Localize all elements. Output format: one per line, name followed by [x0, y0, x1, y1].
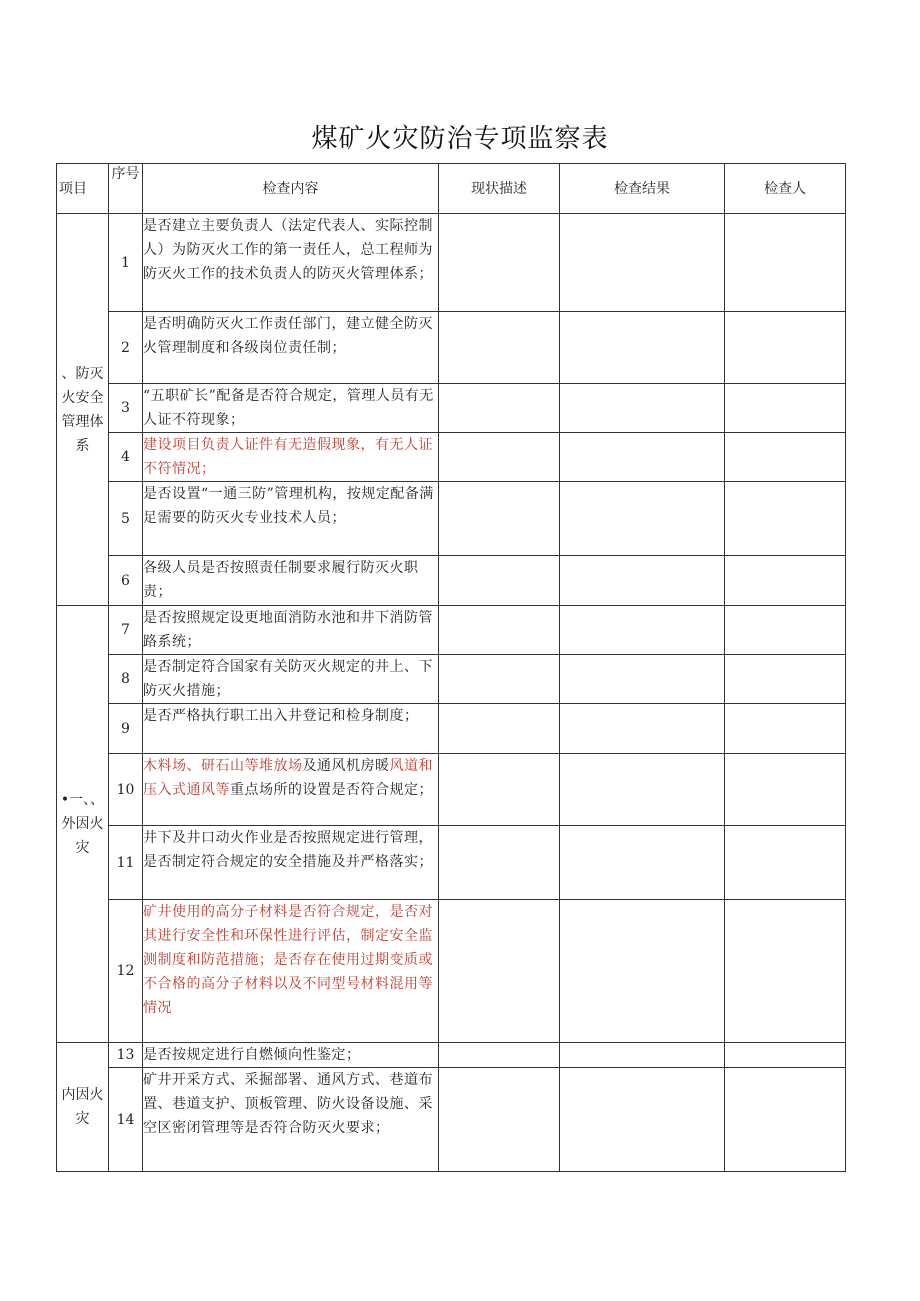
status-cell[interactable]	[439, 556, 560, 606]
check-content-text: 矿井使用的高分子材料是否符合规定，是否对其进行安全性和环保性进行评估，制定安全监测制度和防范措施；是否存在使用过期变质或不合格的高分子材料以及不同型号材料混用等情况	[143, 904, 433, 1016]
check-content	[143, 1068, 439, 1172]
result-cell[interactable]	[560, 1068, 725, 1172]
result-cell[interactable]	[560, 754, 725, 826]
page-title: 煤矿火灾防治专项监察表	[311, 124, 609, 154]
result-cell[interactable]	[560, 704, 725, 754]
row-number: 2	[109, 312, 143, 384]
status-cell[interactable]	[439, 1043, 560, 1068]
check-content-text: 是否明确防灭火工作责任部门，建立健全防灭火管理制度和各级岗位责任制；	[143, 316, 433, 356]
check-content	[143, 1043, 439, 1068]
inspector-cell[interactable]	[725, 900, 846, 1043]
check-content-text: 重点场所的设置是否符合规定；	[230, 782, 433, 798]
check-content	[143, 556, 439, 606]
check-content-text: 及通风机房暖	[302, 758, 390, 774]
check-content	[143, 214, 439, 312]
check-content	[143, 754, 439, 826]
check-content-text: 井下及井口动火作业是否按照规定进行管理，是否制定符合规定的安全措施及并严格落实；	[143, 830, 433, 870]
inspection-table	[56, 163, 846, 1172]
category-cell: •一、、外因火灾	[57, 606, 109, 1043]
check-content-text: 是否按照规定设更地面消防水池和井下消防管路系统；	[143, 610, 433, 650]
inspector-cell[interactable]	[725, 1068, 846, 1172]
status-cell[interactable]	[439, 1068, 560, 1172]
header-inspector: 检查人	[725, 164, 846, 214]
row-number: 8	[109, 655, 143, 704]
check-content-text: 是否设置“一通三防”管理机构，按规定配备满足需要的防灭火专业技术人员；	[143, 486, 434, 526]
check-content	[143, 606, 439, 655]
table-row	[57, 312, 846, 384]
status-cell[interactable]	[439, 655, 560, 704]
check-content	[143, 433, 439, 482]
row-number: 6	[109, 556, 143, 606]
table-row	[57, 1043, 846, 1068]
row-number: 11	[109, 826, 143, 900]
table-row	[57, 1068, 846, 1172]
header-number: 序号	[109, 164, 143, 214]
result-cell[interactable]	[560, 900, 725, 1043]
result-cell[interactable]	[560, 655, 725, 704]
inspector-cell[interactable]	[725, 606, 846, 655]
check-content	[143, 655, 439, 704]
inspector-cell[interactable]	[725, 214, 846, 312]
table-row	[57, 606, 846, 655]
check-content	[143, 482, 439, 556]
status-cell[interactable]	[439, 606, 560, 655]
table-row	[57, 900, 846, 1043]
header-category: 项目	[57, 164, 109, 214]
status-cell[interactable]	[439, 826, 560, 900]
result-cell[interactable]	[560, 556, 725, 606]
category-cell: 内因火灾	[57, 1043, 109, 1172]
inspector-cell[interactable]	[725, 482, 846, 556]
table-row	[57, 482, 846, 556]
header-result: 检查结果	[560, 164, 725, 214]
table-row	[57, 754, 846, 826]
inspector-cell[interactable]	[725, 384, 846, 433]
row-number: 9	[109, 704, 143, 754]
header-content: 检查内容	[143, 164, 439, 214]
header-status: 现状描述	[439, 164, 560, 214]
check-content-text: 各级人员是否按照责任制要求履行防灭火职责；	[143, 560, 419, 600]
check-content-text: 矿井开采方式、采掘部署、通风方式、巷道布置、巷道支护、顶板管理、防火设备设施、采空区密闭管理等是否符合防灭火要求；	[143, 1072, 433, 1136]
row-number: 12	[109, 900, 143, 1043]
table-row	[57, 433, 846, 482]
result-cell[interactable]	[560, 214, 725, 312]
inspector-cell[interactable]	[725, 556, 846, 606]
row-number: 13	[109, 1043, 143, 1068]
result-cell[interactable]	[560, 606, 725, 655]
check-content-text: 是否制定符合国家有关防灭火规定的井上、下防灭火措施；	[143, 659, 433, 699]
inspector-cell[interactable]	[725, 704, 846, 754]
check-content-text: 木料场、研石山等堆放场	[143, 758, 303, 774]
table-row	[57, 655, 846, 704]
category-cell: 、防灭火安全管理体系	[57, 214, 109, 606]
table-row	[57, 556, 846, 606]
row-number: 3	[109, 384, 143, 433]
check-content	[143, 312, 439, 384]
result-cell[interactable]	[560, 312, 725, 384]
check-content	[143, 384, 439, 433]
table-row	[57, 214, 846, 312]
status-cell[interactable]	[439, 312, 560, 384]
status-cell[interactable]	[439, 433, 560, 482]
inspector-cell[interactable]	[725, 433, 846, 482]
check-content	[143, 900, 439, 1043]
row-number: 10	[109, 754, 143, 826]
table-row	[57, 384, 846, 433]
status-cell[interactable]	[439, 384, 560, 433]
inspector-cell[interactable]	[725, 826, 846, 900]
result-cell[interactable]	[560, 384, 725, 433]
row-number: 1	[109, 214, 143, 312]
check-content-text: 是否按规定进行自燃倾向性鉴定；	[143, 1047, 361, 1063]
table-row	[57, 704, 846, 754]
table-row	[57, 826, 846, 900]
inspector-cell[interactable]	[725, 312, 846, 384]
result-cell[interactable]	[560, 482, 725, 556]
inspector-cell[interactable]	[725, 1043, 846, 1068]
status-cell[interactable]	[439, 754, 560, 826]
status-cell[interactable]	[439, 482, 560, 556]
status-cell[interactable]	[439, 704, 560, 754]
check-content	[143, 826, 439, 900]
check-content-text: 是否建立主要负责人（法定代表人、实际控制人）为防灭火工作的第一责任人，总工程师为防灭火工作的技术负责人的防灭火管理体系；	[143, 218, 433, 282]
status-cell[interactable]	[439, 900, 560, 1043]
row-number: 5	[109, 482, 143, 556]
row-number: 4	[109, 433, 143, 482]
check-content-text: 建设项目负责人证件有无造假现象，有无人证不符情况；	[143, 437, 433, 477]
row-number: 7	[109, 606, 143, 655]
check-content-text: 是否严格执行职工出入井登记和检身制度；	[143, 708, 419, 724]
result-cell[interactable]	[560, 433, 725, 482]
row-number: 14	[109, 1068, 143, 1172]
inspector-cell[interactable]	[725, 655, 846, 704]
check-content-text: “五职矿长”配备是否符合规定，管理人员有无人证不符现象；	[143, 388, 434, 428]
result-cell[interactable]	[560, 826, 725, 900]
inspector-cell[interactable]	[725, 754, 846, 826]
header-row	[57, 164, 846, 214]
check-content	[143, 704, 439, 754]
check-content-text: 风道和压入式通风等	[143, 758, 433, 798]
result-cell[interactable]	[560, 1043, 725, 1068]
status-cell[interactable]	[439, 214, 560, 312]
